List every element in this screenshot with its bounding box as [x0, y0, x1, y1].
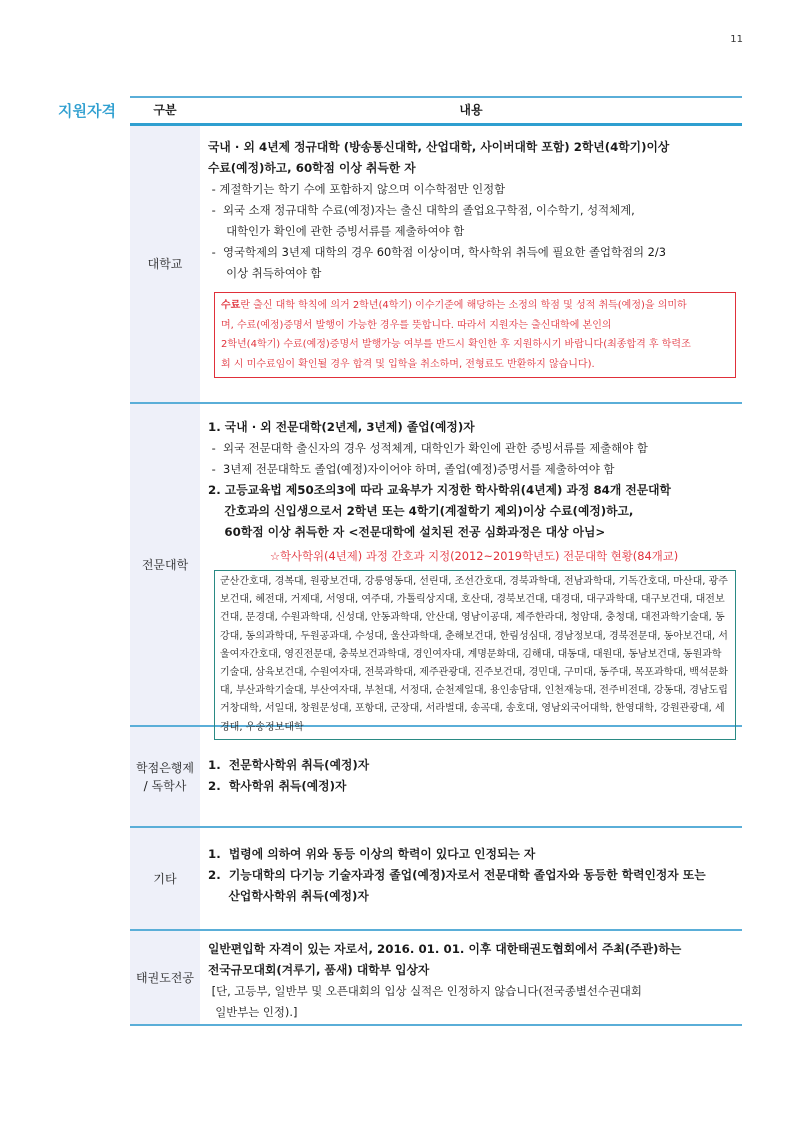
other-item-2-line1: 2. 기능대학의 다기능 기술자과정 졸업(예정)자로서 전문대학 졸업자와 동등한 학력인정자 또는 [208, 868, 706, 882]
taekwondo-line3: [단, 고등부, 일반부 및 오픈대회의 입상 실적은 인정하지 않습니다(전국종별선수권대회 [208, 984, 642, 998]
credit-bank-item-1: 1. 전문학사학위 취득(예정)자 [208, 758, 370, 772]
taekwondo-line1: 일반편입학 자격이 있는 자로서, 2016. 01. 01. 이후 대한태권도협회에서 주최(주관)하는 [208, 942, 682, 956]
credit-bank-label-line2: / 독학사 [143, 778, 187, 793]
notice-line1: 란 출신 대학 학칙에 의거 2학년(4학기) 이수기준에 해당하는 소정의 학점 및 성적 취득(예정)을 의미하 [240, 300, 687, 311]
notice-line2: 며, 수료(예정)증명서 발행이 가능한 경우를 뜻합니다. 따라서 지원자는 출신대학에 본인의 [221, 319, 612, 331]
college-item-1: 1. 국내 · 외 전문대학(2년제, 3년제) 졸업(예정)자 [208, 420, 475, 434]
table-header [130, 96, 742, 126]
row-content-taekwondo [200, 931, 742, 1024]
college-item-1-bullet-2: - 3년제 전문대학도 졸업(예정)자이어야 하며, 졸업(예정)증명서를 제출하여야 함 [208, 462, 615, 476]
row-label-university: 대학교 [130, 126, 200, 402]
row-content-university [200, 126, 742, 402]
eligibility-table [130, 96, 742, 1026]
university-requirement-line1: 국내 · 외 4년제 정규대학 (방송통신대학, 산업대학, 사이버대학 포함) 2학년(4학기)이상 [208, 140, 670, 154]
university-bullet-1: - 계절학기는 학기 수에 포함하지 않으며 이수학점만 인정함 [208, 182, 506, 196]
taekwondo-line2: 전국규모대회(겨루기, 품새) 대학부 입상자 [208, 963, 430, 977]
header-category: 구분 [153, 103, 177, 117]
section-title: 지원자격 [58, 102, 116, 120]
college-item-2-line3: 60학점 이상 취득한 자 <전문대학에 설치된 전공 심화과정은 대상 아님> [208, 525, 606, 539]
page-number: 11 [730, 34, 743, 45]
completion-notice-box [214, 292, 736, 378]
row-content-credit-bank [200, 727, 742, 826]
row-label-other: 기타 [130, 828, 200, 929]
credit-bank-item-2: 2. 학사학위 취득(예정)자 [208, 779, 347, 793]
university-bullet-3b: 이상 취득하여야 함 [208, 266, 322, 280]
designated-colleges-list: 군산간호대, 경복대, 원광보건대, 강릉영동대, 선린대, 조선간호대, 경북과학대, 전남과학대, 기독간호대, 마산대, 광주보건대, 혜전대, 거제대, 서영대, 여주대, 가톨릭상지대, 호산대, 경북보건대, 대경대, 대구과학대, 대구보건대, 대전보건대, 문경대, 수원과학대, 신성대, 안동과학대, 안산대, 영남이공대, 제주한라대, 청암대, 충청대, 대전과학기술대, 동강대, 동의과학대, 두원공과대, 수성대, 울산과학대, 춘해보건대, 한림성심대, 경남정보대, 경북전문대, 동아보건대, 서울여자간호대, 영진전문대, 충북보건과학대, 경인여자대, 계명문화대, 김해대, 대동대, 대원대, 동남보건대, 동원과학기술대, 삼육보건대, 수원여자대, 전북과학대, 제주관광대, 진주보건대, 경민대, 구미대, 동주대, 목포과학대, 백석문화대, 부산과학기술대, 부산여자대, 부천대, 서정대, 순천제일대, 용인송담대, 인천재능대, 전주비전대, 강동대, 경남도립거창대학, 서일대, 창원문성대, 포항대, 군장대, 서라벌대, 송곡대, 송호대, 영남외국어대학, 한영대학, 강원관광대, 세경대, 우송정보대학 [214, 570, 736, 740]
row-taekwondo [130, 931, 742, 1026]
row-label-college: 전문대학 [130, 404, 200, 725]
other-item-2-line2: 산업학사학위 취득(예정)자 [208, 889, 369, 903]
designated-colleges-title: ☆학사학위(4년제) 과정 간호과 지정(2012~2019학년도) 전문대학 현황(84개교) [269, 549, 679, 563]
university-bullet-2a: - 외국 소재 정규대학 수료(예정)자는 출신 대학의 졸업요구학점, 이수학기, 성적체계, [208, 203, 635, 217]
college-item-2-line1: 2. 고등교육법 제50조의3에 따라 교육부가 지정한 학사학위(4년제) 과정 84개 전문대학 [208, 483, 671, 497]
taekwondo-line4: 일반부는 인정).] [208, 1005, 298, 1019]
row-college [130, 404, 742, 733]
row-other [130, 828, 742, 931]
notice-term: 수료 [221, 300, 241, 311]
college-item-1-bullet-1: - 외국 전문대학 출신자의 경우 성적체계, 대학인가 확인에 관한 증빙서류를 제출해야 함 [208, 441, 648, 455]
college-item-2-line2: 간호과의 신입생으로서 2학년 또는 4학기(계절학기 제외)이상 수료(예정)하고, [208, 504, 634, 518]
other-item-1: 1. 법령에 의하여 위와 동등 이상의 학력이 있다고 인정되는 자 [208, 847, 536, 861]
credit-bank-label-line1: 학점은행제 [136, 760, 194, 775]
university-bullet-3a: - 영국학제의 3년제 대학의 경우 60학점 이상이며, 학사학위 취득에 필요한 졸업학점의 2/3 [208, 245, 666, 259]
university-bullet-2b: 대학인가 확인에 관한 증빙서류를 제출하여야 함 [208, 224, 465, 238]
row-label-taekwondo: 태권도전공 [130, 931, 200, 1024]
notice-line3: 2학년(4학기) 수료(예정)증명서 발행가능 여부를 반드시 확인한 후 지원하시기 바랍니다(최종합격 후 학력조 [221, 339, 691, 350]
row-content-other [200, 828, 742, 929]
row-university [130, 126, 742, 404]
notice-line4: 회 시 미수료임이 확인될 경우 합격 및 입학을 취소하며, 전형료도 반환하지 않습니다). [221, 358, 595, 370]
row-label-credit-bank [130, 727, 200, 826]
row-credit-bank [130, 727, 742, 828]
university-requirement-line2: 수료(예정)하고, 60학점 이상 취득한 자 [208, 161, 416, 175]
row-content-college [200, 404, 742, 733]
header-content: 내용 [459, 103, 483, 117]
